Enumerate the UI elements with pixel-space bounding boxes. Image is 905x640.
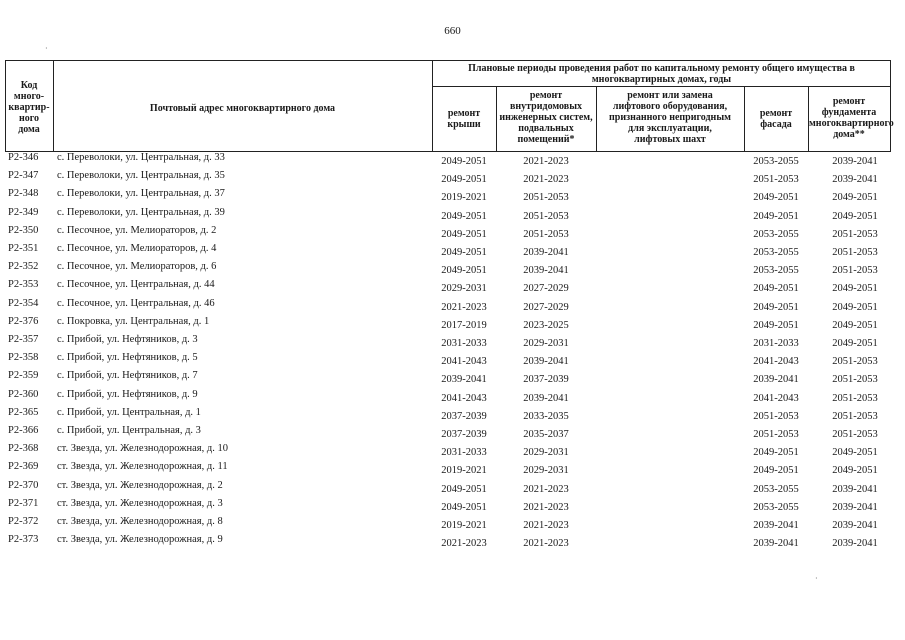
table-row	[0, 352, 905, 370]
row-facade-period: 2053-2055	[753, 156, 799, 167]
row-systems-period: 2021-2023	[523, 156, 569, 167]
row-address: ст. Звезда, ул. Железнодорожная, д. 8	[57, 516, 223, 527]
row-systems-period: 2051-2053	[523, 210, 569, 222]
table-row	[0, 225, 905, 243]
table-row	[0, 425, 905, 443]
row-address: с. Песочное, ул. Мелиораторов, д. 6	[57, 261, 217, 273]
row-systems-period: 2039-2041	[523, 392, 569, 404]
row-address: с. Прибой, ул. Центральная, д. 1	[57, 406, 201, 418]
row-facade-period: 2041-2043	[753, 356, 799, 368]
row-address: с. Покровка, ул. Центральная, д. 1	[57, 315, 210, 327]
row-code: Р2-349	[8, 206, 39, 218]
row-foundation-period: 2051-2053	[832, 410, 878, 422]
row-systems-period: 2029-2031	[523, 338, 569, 349]
row-facade-period: 2053-2055	[753, 228, 799, 240]
table-row	[0, 334, 905, 352]
row-roof-period: 2019-2021	[441, 520, 487, 531]
subheader-divider	[432, 86, 890, 87]
row-address: с. Песочное, ул. Мелиораторов, д. 2	[57, 224, 217, 236]
row-foundation-period: 2039-2041	[832, 174, 878, 186]
table-row	[0, 389, 905, 407]
table-row	[0, 443, 905, 461]
row-systems-period: 2051-2053	[523, 228, 569, 240]
row-foundation-period: 2051-2053	[832, 374, 878, 386]
row-foundation-period: 2049-2051	[832, 283, 878, 295]
header-facade: ремонт фасада	[759, 108, 793, 130]
row-roof-period: 2041-2043	[441, 356, 487, 368]
row-code: Р2-376	[8, 315, 39, 327]
row-foundation-period: 2039-2041	[832, 538, 878, 550]
header-foundation: ремонт фундамента многоквартирного дома**	[809, 96, 894, 140]
row-foundation-period: 2051-2053	[832, 265, 878, 277]
row-code: Р2-365	[8, 406, 39, 418]
row-code: Р2-370	[8, 479, 39, 491]
header-lift: ремонт или замена лифтового оборудования, признанного непригодным для эксплуатации, лифтовых шахт	[609, 90, 731, 145]
row-facade-period: 2051-2053	[753, 174, 799, 186]
row-address: с. Переволоки, ул. Центральная, д. 33	[57, 152, 225, 163]
row-foundation-period: 2051-2053	[832, 392, 878, 404]
row-foundation-period: 2051-2053	[832, 429, 878, 440]
row-facade-period: 2049-2051	[753, 301, 799, 313]
row-foundation-period: 2039-2041	[832, 156, 878, 167]
row-address: с. Переволоки, ул. Центральная, д. 35	[57, 170, 225, 182]
row-systems-period: 2039-2041	[523, 265, 569, 277]
row-systems-period: 2029-2031	[523, 447, 569, 459]
row-systems-period: 2021-2023	[523, 520, 569, 531]
row-foundation-period: 2039-2041	[832, 501, 878, 513]
scan-artifact: ·	[45, 44, 48, 53]
row-code: Р2-352	[8, 261, 39, 273]
row-address: с. Прибой, ул. Нефтяников, д. 5	[57, 352, 198, 364]
row-code: Р2-368	[8, 443, 39, 455]
row-systems-period: 2037-2039	[523, 374, 569, 386]
table-row	[0, 279, 905, 297]
row-code: Р2-354	[8, 297, 39, 309]
row-facade-period: 2053-2055	[753, 265, 799, 277]
row-foundation-period: 2051-2053	[832, 356, 878, 368]
row-roof-period: 2049-2051	[441, 247, 487, 258]
row-foundation-period: 2051-2053	[832, 228, 878, 240]
row-address: с. Прибой, ул. Нефтяников, д. 9	[57, 388, 198, 400]
row-code: Р2-358	[8, 352, 39, 364]
row-systems-period: 2021-2023	[523, 483, 569, 495]
table-row	[0, 516, 905, 534]
row-address: с. Переволоки, ул. Центральная, д. 37	[57, 188, 225, 200]
row-roof-period: 2041-2043	[441, 392, 487, 404]
row-address: с. Прибой, ул. Нефтяников, д. 3	[57, 334, 198, 345]
row-code: Р2-373	[8, 534, 39, 546]
row-facade-period: 2049-2051	[753, 192, 799, 204]
row-facade-period: 2049-2051	[753, 465, 799, 477]
table-row	[0, 207, 905, 225]
row-facade-period: 2051-2053	[753, 410, 799, 422]
row-foundation-period: 2049-2051	[832, 465, 878, 477]
row-roof-period: 2021-2023	[441, 301, 487, 313]
header-periods: Плановые периоды проведения работ по капитальному ремонту общего имущества в многоквартирных домах, годы	[468, 63, 855, 85]
row-roof-period: 2049-2051	[441, 156, 487, 167]
row-roof-period: 2049-2051	[441, 483, 487, 495]
table-row	[0, 243, 905, 261]
row-code: Р2-360	[8, 388, 39, 400]
row-code: Р2-353	[8, 279, 39, 291]
row-systems-period: 2021-2023	[523, 501, 569, 513]
table-row	[0, 480, 905, 498]
row-address: с. Песочное, ул. Центральная, д. 44	[57, 279, 215, 291]
row-roof-period: 2029-2031	[441, 283, 487, 295]
row-address: с. Прибой, ул. Центральная, д. 3	[57, 425, 201, 436]
row-address: ст. Звезда, ул. Железнодорожная, д. 11	[57, 461, 228, 473]
header-roof: ремонт крыши	[447, 108, 481, 130]
table-row	[0, 261, 905, 279]
row-address: с. Прибой, ул. Нефтяников, д. 7	[57, 370, 198, 382]
table-row	[0, 534, 905, 552]
row-code: Р2-359	[8, 370, 39, 382]
header-code: Код много- квартир- ного дома	[8, 80, 50, 135]
row-foundation-period: 2039-2041	[832, 520, 878, 531]
row-code: Р2-347	[8, 170, 39, 182]
row-code: Р2-371	[8, 497, 39, 509]
table-top-border	[5, 60, 890, 61]
row-systems-period: 2021-2023	[523, 174, 569, 186]
row-roof-period: 2019-2021	[441, 192, 487, 204]
row-systems-period: 2029-2031	[523, 465, 569, 477]
row-code: Р2-369	[8, 461, 39, 473]
table-row	[0, 370, 905, 388]
row-systems-period: 2027-2029	[523, 283, 569, 295]
row-facade-period: 2051-2053	[753, 429, 799, 440]
row-systems-period: 2035-2037	[523, 429, 569, 440]
row-foundation-period: 2049-2051	[832, 447, 878, 459]
row-address: с. Песочное, ул. Мелиораторов, д. 4	[57, 243, 217, 254]
row-facade-period: 2041-2043	[753, 392, 799, 404]
row-roof-period: 2049-2051	[441, 265, 487, 277]
row-code: Р2-350	[8, 224, 39, 236]
row-address: ст. Звезда, ул. Железнодорожная, д. 2	[57, 479, 223, 491]
row-systems-period: 2021-2023	[523, 538, 569, 550]
row-facade-period: 2039-2041	[753, 520, 799, 531]
row-code: Р2-346	[8, 152, 39, 163]
table-row	[0, 298, 905, 316]
row-facade-period: 2039-2041	[753, 538, 799, 550]
row-roof-period: 2017-2019	[441, 319, 487, 331]
row-facade-period: 2053-2055	[753, 483, 799, 495]
row-roof-period: 2031-2033	[441, 447, 487, 459]
table-row	[0, 461, 905, 479]
header-systems: ремонт внутридомовых инженерных систем, подвальных помещений*	[499, 90, 593, 145]
table-row	[0, 498, 905, 516]
row-code: Р2-366	[8, 425, 39, 436]
row-roof-period: 2049-2051	[441, 210, 487, 222]
row-facade-period: 2031-2033	[753, 338, 799, 349]
row-roof-period: 2037-2039	[441, 429, 487, 440]
table-row	[0, 152, 905, 170]
header-address: Почтовый адрес многоквартирного дома	[149, 103, 336, 114]
row-roof-period: 2031-2033	[441, 338, 487, 349]
row-roof-period: 2021-2023	[441, 538, 487, 550]
row-code: Р2-348	[8, 188, 39, 200]
row-foundation-period: 2049-2051	[832, 338, 878, 349]
row-systems-period: 2051-2053	[523, 192, 569, 204]
row-facade-period: 2049-2051	[753, 210, 799, 222]
row-address: ст. Звезда, ул. Железнодорожная, д. 3	[57, 497, 223, 509]
table-row	[0, 170, 905, 188]
row-code: Р2-357	[8, 334, 39, 345]
row-roof-period: 2049-2051	[441, 228, 487, 240]
row-facade-period: 2049-2051	[753, 283, 799, 295]
row-address: ст. Звезда, ул. Железнодорожная, д. 9	[57, 534, 223, 546]
table-right-border	[890, 60, 891, 152]
row-address: с. Песочное, ул. Центральная, д. 46	[57, 297, 215, 309]
row-foundation-period: 2049-2051	[832, 301, 878, 313]
row-facade-period: 2053-2055	[753, 501, 799, 513]
row-roof-period: 2037-2039	[441, 410, 487, 422]
row-foundation-period: 2049-2051	[832, 210, 878, 222]
address-col-divider	[432, 60, 433, 152]
row-facade-period: 2039-2041	[753, 374, 799, 386]
table-row	[0, 316, 905, 334]
row-address: с. Переволоки, ул. Центральная, д. 39	[57, 206, 225, 218]
row-foundation-period: 2039-2041	[832, 483, 878, 495]
row-systems-period: 2033-2035	[523, 410, 569, 422]
scan-artifact: ·	[815, 574, 818, 583]
row-code: Р2-351	[8, 243, 39, 254]
row-facade-period: 2053-2055	[753, 247, 799, 258]
row-systems-period: 2039-2041	[523, 247, 569, 258]
row-facade-period: 2049-2051	[753, 447, 799, 459]
page-number: 660	[444, 25, 461, 37]
table-row	[0, 407, 905, 425]
row-roof-period: 2019-2021	[441, 465, 487, 477]
row-facade-period: 2049-2051	[753, 319, 799, 331]
row-foundation-period: 2049-2051	[832, 192, 878, 204]
row-foundation-period: 2051-2053	[832, 247, 878, 258]
table-row	[0, 188, 905, 206]
row-roof-period: 2039-2041	[441, 374, 487, 386]
row-systems-period: 2027-2029	[523, 301, 569, 313]
row-address: ст. Звезда, ул. Железнодорожная, д. 10	[57, 443, 228, 455]
row-code: Р2-372	[8, 516, 39, 527]
row-systems-period: 2039-2041	[523, 356, 569, 368]
row-roof-period: 2049-2051	[441, 174, 487, 186]
row-roof-period: 2049-2051	[441, 501, 487, 513]
row-systems-period: 2023-2025	[523, 319, 569, 331]
row-foundation-period: 2049-2051	[832, 319, 878, 331]
